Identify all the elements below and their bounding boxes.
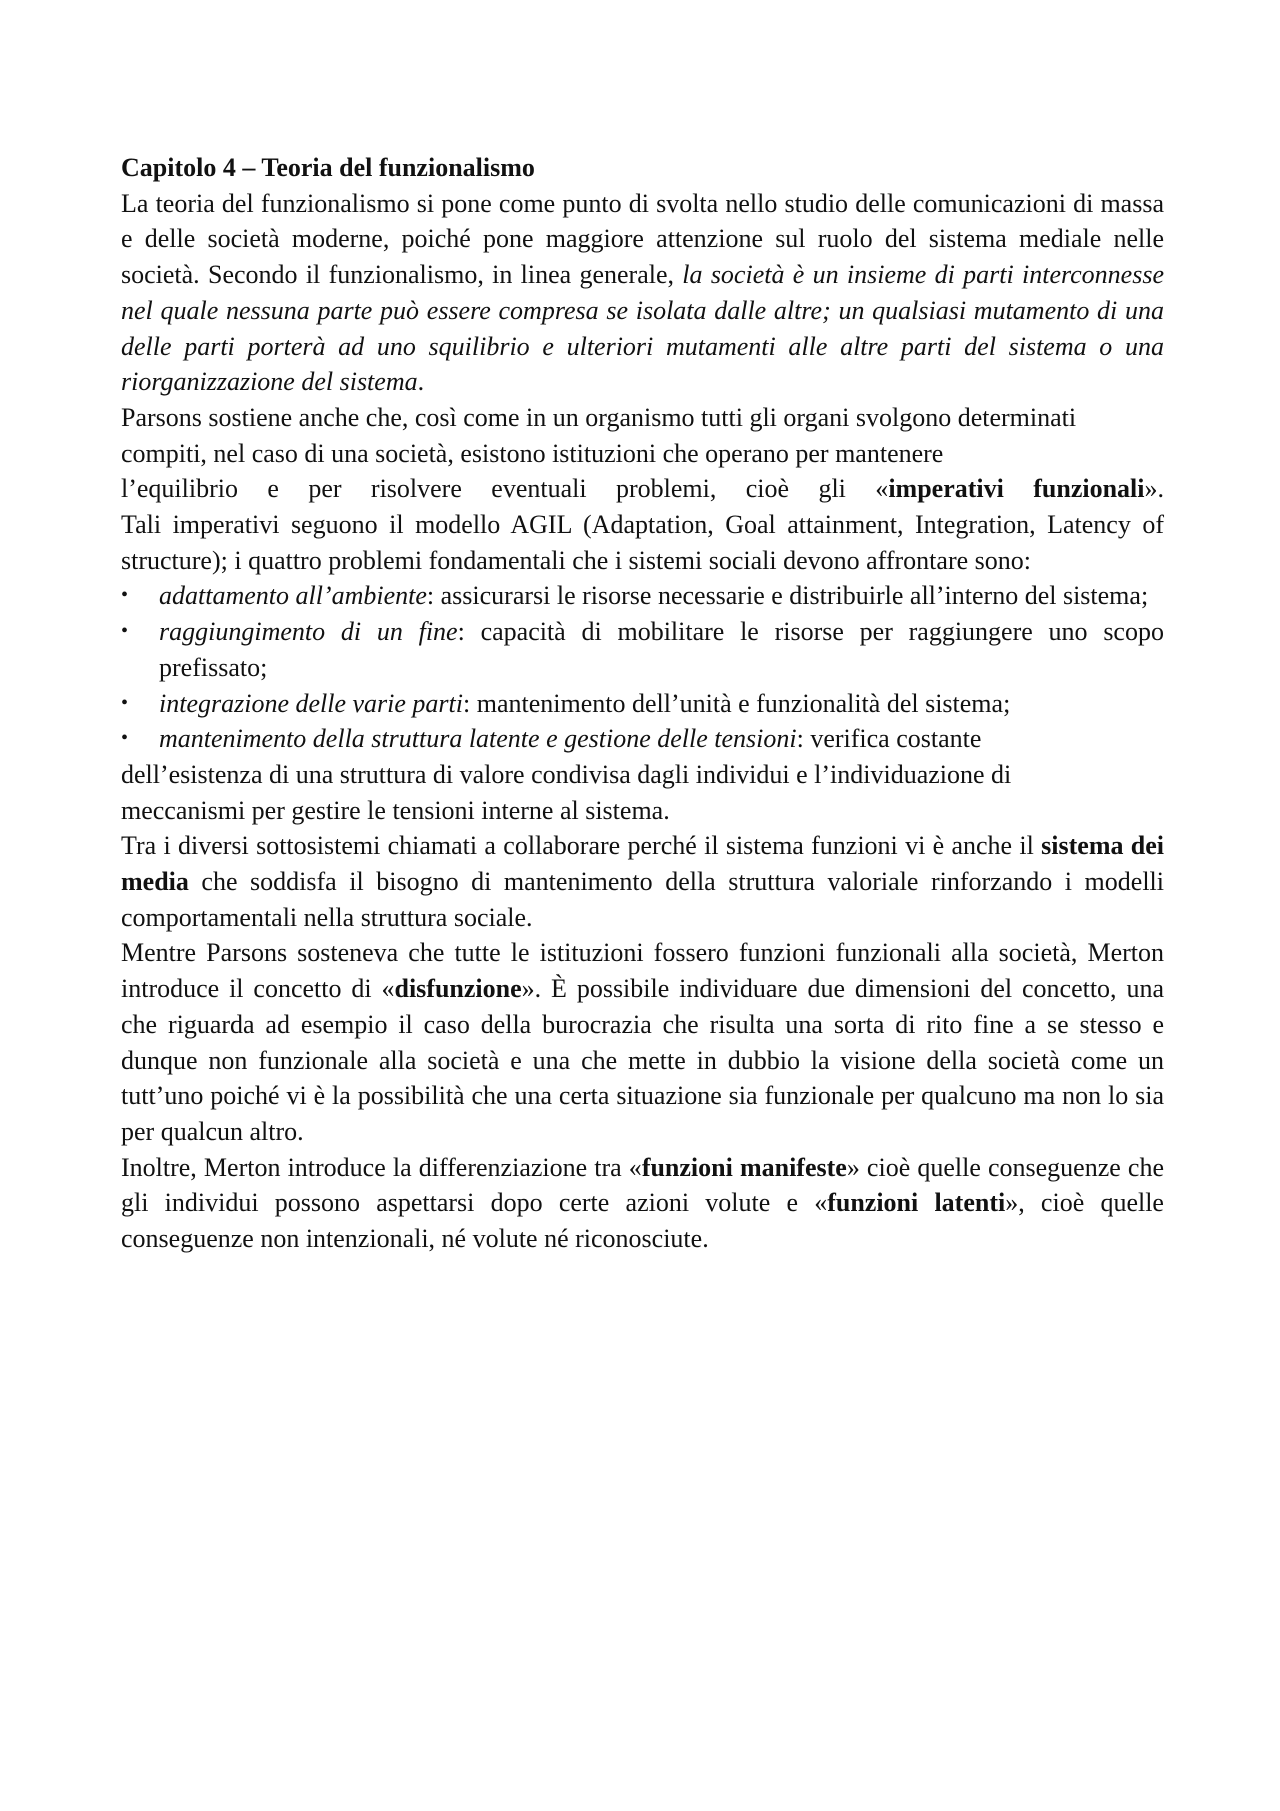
merton-text: Mentre Parsons sosteneva che tutte le istituzioni fossero funzioni funzionali alla società, Merton introduce il concetto di «	[121, 938, 1164, 1004]
list-item	[121, 614, 1164, 685]
merton-end: ». È possibile individuare due dimensioni del concetto, una che riguarda ad esempio il caso della burocrazia che risulta una sorta di rito fine a se stesso e dunque non funzionale alla società e una che mette in dubbio la visione della società come un tutt’uno poiché vi è la possibilità che una certa situazione sia funzionale per qualcuno ma non lo sia per qualcun altro.	[121, 974, 1164, 1146]
paragraph-merton-disfunzione	[121, 935, 1164, 1149]
term-funzioni-latenti: funzioni latenti	[827, 1188, 1006, 1218]
bullet-icon: •	[121, 691, 129, 714]
paragraph-continuation-a: dell’esistenza di una struttura di valore condivisa dagli individui e l’individuazione di	[121, 759, 1012, 789]
chapter-title: Capitolo 4 – Teoria del funzionalismo	[121, 153, 535, 182]
list-item	[121, 721, 1164, 757]
term-imperativi-funzionali: imperativi funzionali	[888, 474, 1145, 504]
list-item-term: adattamento all’ambiente	[159, 581, 427, 611]
paragraph-agil: Tali imperativi seguono il modello AGIL (Adaptation, Goal attainment, Integration, Latency of structure); i quattro problemi fondamentali che i sistemi sociali devono affrontare sono:	[121, 510, 1164, 575]
paragraph-continuation-b: meccanismi per gestire le tensioni interne al sistema.	[121, 795, 670, 825]
funzioni-text: Inoltre, Merton introduce la differenziazione tra «	[121, 1152, 642, 1182]
funzioni-middle: » cioè quelle conseguenze che gli individui possono aspettarsi dopo certe azioni volute e «	[121, 1152, 1164, 1218]
intro-text: La teoria del funzionalismo si pone come punto di svolta nello studio delle comunicazioni di massa e delle società moderne, poiché pone maggiore attenzione sul ruolo del sistema mediale nelle società. Secondo il funzionalismo, in linea generale,	[121, 188, 1164, 290]
intro-end: .	[417, 367, 425, 397]
bullet-icon: •	[121, 620, 129, 643]
list-item-term: raggiungimento di un fine	[159, 617, 458, 647]
paragraph-parsons-b	[121, 471, 1164, 507]
paragraph-intro	[121, 186, 1164, 400]
parsons-end: ».	[1144, 474, 1164, 504]
list-item	[121, 578, 1164, 614]
parsons-text: l’equilibrio e per risolvere eventuali problemi, cioè gli «	[121, 474, 889, 504]
list-item-desc: : assicurarsi le risorse necessarie e distribuirle all’interno del sistema;	[426, 581, 1149, 611]
agil-list	[121, 578, 1164, 757]
media-text: Tra i diversi sottosistemi chiamati a collaborare perché il sistema funzioni vi è anche il	[121, 831, 1042, 861]
list-item-desc: : mantenimento dell’unità e funzionalità del sistema;	[463, 688, 1011, 718]
media-end: che soddisfa il bisogno di mantenimento della struttura valoriale rinforzando i modelli comportamentali nella struttura sociale.	[121, 867, 1164, 932]
paragraph-merton-funzioni	[121, 1150, 1164, 1257]
bullet-icon: •	[121, 727, 129, 750]
funzioni-end: », cioè quelle conseguenze non intenzionali, né volute né riconosciute.	[121, 1188, 1164, 1254]
term-funzioni-manifeste: funzioni manifeste	[641, 1152, 847, 1182]
document-page	[121, 150, 1164, 1257]
bullet-icon: •	[121, 584, 129, 607]
term-disfunzione: disfunzione	[394, 974, 522, 1004]
list-item-desc: : verifica costante	[796, 724, 982, 754]
term-sistema-dei-media: sistema dei media	[121, 831, 1165, 897]
list-item-term: integrazione delle varie parti	[159, 688, 464, 718]
paragraph-parsons-a: Parsons sostiene anche che, così come in un organismo tutti gli organi svolgono determinati compiti, nel caso di una società, esistono istituzioni che operano per mantenere	[121, 402, 1077, 468]
list-item-term: mantenimento della struttura latente e gestione delle tensioni	[159, 724, 797, 754]
paragraph-media	[121, 828, 1164, 935]
list-item-desc: : capacità di mobilitare le risorse per raggiungere uno scopo prefissato;	[159, 617, 1164, 682]
intro-definition-italic: la società è un insieme di parti interconnesse nel quale nessuna parte può essere compresa se isolata dalle altre; un qualsiasi mutamento di una delle parti porterà ad uno squilibrio e ulteriori mutamenti alle altre parti del sistema o una riorganizzazione del sistema	[121, 260, 1164, 397]
list-item	[121, 686, 1164, 722]
